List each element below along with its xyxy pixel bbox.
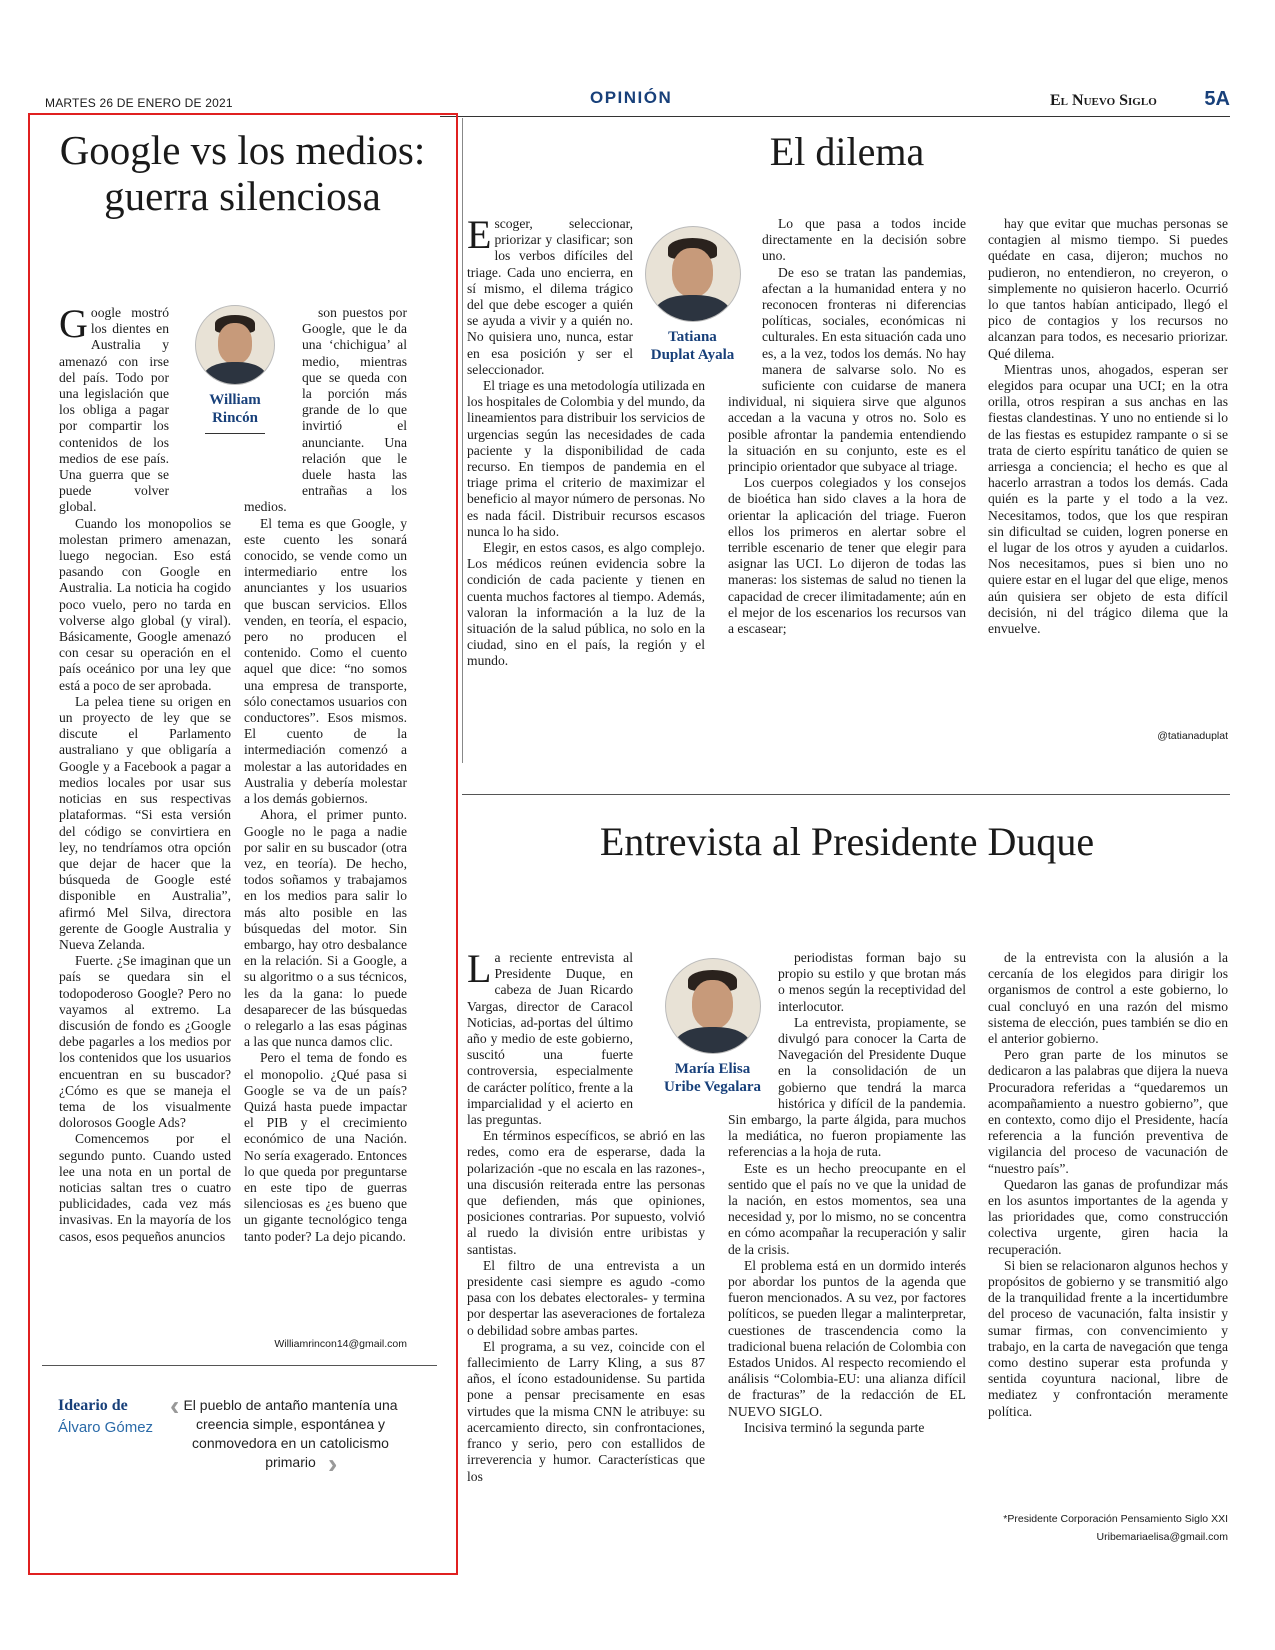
paragraph: son puestos por Google, que le da una ‘chichigua’ al medio, mientras que se queda con la porción más grande de lo que invirtió el anunciante. Una relación que le duele hasta las entrañas a los medios. [244, 305, 407, 515]
ideario-divider [42, 1365, 437, 1366]
author-last-name: Uribe Vegalara [663, 1079, 762, 1095]
paragraph: hay que evitar que muchas personas se contagien al mismo tiempo. Si puedes quédate en casa, dijeron; muchos no pudieron, no entendieron, no creyeron, o simplemente no quisieron hacerlo. Ocurrió lo que tantos habían anticipado, llegó el pico de contagios y los recursos no alcanzan para todos, es necesario priorizar. Qué dilema. [988, 216, 1228, 361]
header-rule [440, 116, 1230, 117]
paragraph: Elegir, en estos casos, es algo complejo. Los médicos reúnen evidencia sobre la condición de cada paciente y tienen en cuenta muchos factores al tiempo. Además, valoran la información a la luz de la situación de la salud pública, no solo en la ciudad, sino en el país, la región y el mundo. [467, 540, 705, 669]
author-email: Uribemariaelisa@gmail.com [1096, 1531, 1228, 1543]
paragraph: Si bien se relacionaron algunos hechos y propósitos de gobierno y se transmitió algo de la tranquilidad frente a la incertidumbre del proceso de vacunación, falta insistir y sumar firmas, con convencimiento y trabajo, en la carta de navegación que tenga como destino superar esta profunda y sentida coyuntura nacional, libre de mediatez y confrontación meramente política. [988, 1257, 1228, 1419]
article-title-google: Google vs los medios: guerra silenciosa [59, 127, 426, 219]
paragraph: Pero gran parte de los minutos se dedicaron a las palabras que dijera la nueva Procuradora referidas a “quedaremos un acompañamiento a nuestro gobierno”, que en contexto, como dijo el Presidente, hacía referencia a la función preventiva de vigilancia del proceso de vacunación de “nuestro país”. [988, 1047, 1228, 1176]
quote-close-icon: › [328, 1448, 338, 1479]
paragraph: La entrevista, propiamente, se divulgó para conocer la Carta de Navegación del Presidente Duque en la consolidación de un gobierno que tendrá la marca histórica y difícil de la pandemia. Sin embargo, la parte álgida, para muchos la mediática, no fueron propiamente las referencias a la hoja de ruta. [728, 1014, 966, 1160]
column-divider [462, 118, 463, 763]
paragraph: Este es un hecho preocupante en el sentido que el país no ve que la unidad de la nación, en estos momentos, sea una necesidad y, por lo mismo, no se concentra en cómo acompañar la recuperación y salir de la crisis. [728, 1160, 966, 1257]
article-title-dilema: El dilema [769, 129, 925, 174]
issue-date: MARTES 26 DE ENERO DE 2021 [45, 96, 233, 110]
ideario-title: Ideario de [58, 1397, 128, 1414]
author-handle: @tatianaduplat [1157, 730, 1228, 742]
paragraph: El tema es que Google, y este cuento les sonará conocido, se vende como un intermediario entre los anunciantes y los usuarios que buscan servicios. Ellos venden, en teoría, el espacio, pero no producen el contenido. Como el cuento aquel que dice: “no somos una empresa de transporte, sólo conectamos usuarios con conductores”. Esos mismos. El cuento de la intermediación comenzó a molestar a las autoridades en Australia y debería molestar a los demás gobiernos. [244, 515, 407, 807]
ideario-author: Álvaro Gómez [58, 1419, 154, 1436]
paragraph: El filtro de una entrevista a un presidente casi siempre es agudo -como pasa con los debates electorales- y termina por despertar las aseveraciones de fortaleza o debilidad sobre ambas partes. [467, 1257, 705, 1338]
paragraph: La pelea tiene su origen en un proyecto de ley que se discute el Parlamento australiano y que obligaría a Google y a Facebook a pagar a medios locales por usar sus noticias en sus respectivas plataformas. “Si esta versión del código se convirtiera en ley, no tendríamos otra opción que dejar de hacer que la búsqueda de Google esté disponible en Australia”, afirmó Mel Silva, directora gerente de Google Australia y Nueva Zelanda. [59, 693, 231, 952]
paragraph: Fuerte. ¿Se imaginan que un país se quedara sin el todopoderoso Google? Pero no vayamos al extremo. La discusión de fondo es ¿Google debe pagarles a los medios por los contenidos que los usuarios encuentran en su buscador? ¿Cómo es que se maneja el tema de los visualmente dolorosos Google Ads? [59, 953, 231, 1131]
article-dilema-col3 [988, 216, 1228, 728]
paragraph: La reciente entrevista al Presidente Duque, en cabeza de Juan Ricardo Vargas, director de Caracol Noticias, ad-portas del último año y medio de este gobierno, suscitó una fuerte controversia, especialmente de carácter político, frente a la imparcialidad y el acierto en las preguntas. [467, 950, 633, 1128]
article-entrevista-col2 [728, 950, 966, 1560]
article-dilema-col2 [728, 216, 966, 756]
paragraph: El problema está en un dormido interés por abordar los puntos de la agenda que fueron mencionados. A su vez, por factores políticos, se pueden llegar a malinterpretar, cuestiones de trascendencia como la tradicional buena relación de Colombia con Estados Unidos. Al respecto recomiendo el análisis “Colombia-EU: una alianza difícil de fracturas” de la redacción de EL NUEVO SIGLO. [728, 1257, 966, 1419]
section-name: OPINIÓN [590, 88, 673, 107]
article-entrevista-col3 [988, 950, 1228, 1510]
masthead: El Nuevo Siglo [1050, 92, 1157, 109]
footnote: *Presidente Corporación Pensamiento Siglo XXI [1003, 1513, 1228, 1525]
article-title-entrevista: Entrevista al Presidente Duque [599, 819, 1095, 864]
paragraph: Mientras unos, ahogados, esperan ser elegidos para ocupar una UCI; en la otra orilla, otros respiran a sus anchas en las fiestas clandestinas. Y uno no entiende si lo de las fiestas es estupidez rampante o si se trata de cierto espíritu tanático de quien se arriesga a conciencia; el hecho es que al hacerlo arrastran a todos los demás. Cada quién es la parte y el todo a la vez. Necesitamos, todos, que los que respiran sin dificultad se cuiden, logren ponerse en el lugar de los otros y ayuden a cuidarlos. Nos necesitamos, pues si bien uno no quiere estar en el lugar del que elige, menos aún quisiera ser objeto de esta difícil decisión, ni del trágico dilema que la envuelve. [988, 361, 1228, 637]
paragraph: Incisiva terminó la segunda parte [744, 1419, 925, 1435]
paragraph: Pero el tema de fondo es el monopolio. ¿Qué pasa si Google se va de un país? Quizá hasta puede impactar el PIB y el crecimiento económico de una Nación. No sería exagerado. Entonces lo que queda por preguntarse en este tipo de guerras silenciosas es ¿es bueno que un gigante tecnológico tenga tanto poder? La dejo picando. [244, 1050, 407, 1244]
article-google-col1 [59, 305, 231, 1385]
ideario-quote: El pueblo de antaño mantenía una creencia simple, espontánea y conmovedora en un catolicismo primario [183, 1397, 398, 1470]
page-number: 5A [1204, 88, 1230, 110]
paragraph: El programa, a su vez, coincide con el fallecimiento de Larry Kling, a sus 87 años, el ícono estadounidense. Su partida pone a pensar precisamente en esas virtudes que la misma CNN le atribuye: su acercamiento directo, sin confrontaciones, franco y serio, pero con estallidos de irreverencia y humor. Características que los [467, 1338, 705, 1484]
paragraph: Escoger, seleccionar, priorizar y clasificar; son los verbos difíciles del triage. Cada uno encierra, en sí mismo, el dilema trágico del que debe escoger a quién se ayuda a vivir y a quién no. No quisiera uno, nunca, estar en esa posición y ser el seleccionador. [467, 216, 633, 377]
author-first-name: María Elisa [674, 1061, 751, 1077]
author-last-name: Duplat Ayala [650, 347, 735, 363]
author-photo [645, 226, 741, 322]
article-google-col2 [244, 305, 407, 1337]
paragraph: periodistas forman bajo su propio su estilo y que brotan más o menos según la receptividad del interlocutor. [778, 950, 966, 1014]
paragraph: Comencemos por el segundo punto. Cuando usted lee una nota en un portal de noticias saltan tres o cuatro publicidades, cada vez más invasivas. En la mayoría de los casos, esos pequeños anuncios [59, 1131, 231, 1244]
quote-open-icon: ‹ [170, 1390, 180, 1421]
paragraph: El triage es una metodología utilizada en los hospitales de Colombia y del mundo, da lineamientos para distribuir los servicios de urgencias según las necesidades de cada paciente y la disponibilidad de cada recurso. En tiempos de pandemia en el triage prima el criterio de maximizar el beneficio al mayor número de personas. No es nada fácil. Distribuir recursos escasos nunca lo ha sido. [467, 378, 705, 539]
paragraph: Cuando los monopolios se molestan primero amenazan, luego negocian. Eso está pasando con Google en Australia. La noticia ha cogido poco vuelo, pero no tarda en volverse algo global (y viral). Básicamente, Google amenazó con cesar su operación en el país oceánico por una ley que está a poco de ser aprobada. [59, 515, 231, 693]
paragraph: de la entrevista con la alusión a la cercanía de los elegidos para dirigir los organismos de control a este gobierno, lo cual concluyó en una razón del mismo sistema de elección, pues también se dio en el anterior gobierno. [988, 950, 1228, 1047]
author-first-name: William [209, 392, 261, 408]
paragraph: De eso se tratan las pandemias, afectan a la humanidad entera y no reconocen fronteras ni diferencias políticas, sociales, económicas ni culturales. En esta situación cada uno es, a la vez, todos los demás. No hay manera de salvarse solo. No es suficiente con cuidarse de manera individual, ni siquiera sirve que algunos accedan a la vacuna y otros no. Solo es posible afrontar la pandemia entendiendo la situación en su conjunto, este es el principio orientador que subyace al triage. [728, 264, 966, 475]
paragraph: Google mostró los dientes en Australia y amenazó con irse del país. Todo por una legislación que los obliga a pagar por compartir los contenidos de los medios de ese país. Una guerra que se puede volver global. [59, 305, 169, 515]
ideario-label [58, 1397, 153, 1436]
author-last-name: Rincón [212, 410, 258, 426]
author-email: Williamrincon14@gmail.com [274, 1338, 407, 1350]
paragraph: Los cuerpos colegiados y los consejos de bioética han sido claves a la hora de orientar la aplicación del triage. Fueron ellos los primeros en alertar sobre el terrible escenario de tener que elegir para asignar las UCI. Lo dijeron de todas las maneras: los sistemas de salud no tienen la capacidad de crecer ilimitadamente; aún en el mejor de los escenarios los recursos van a escasear; [728, 475, 966, 637]
paragraph: En términos específicos, se abrió en las redes, como era de esperarse, dada la polarización -que no escala en las razones-, una discusión reiterada entre las personas que defienden, más que opiniones, posiciones contrarias. Por supuesto, volvió al ruedo la división entre uribistas y santistas. [467, 1128, 705, 1257]
page-header [45, 88, 1230, 114]
paragraph: Quedaron las ganas de profundizar más en los asuntos importantes de la agenda y las prioridades que, como construcción colectiva urgente, giren hacia la recuperación. [988, 1176, 1228, 1257]
paragraph: Lo que pasa a todos incide directamente en la decisión sobre uno. [762, 216, 966, 264]
author-first-name: Tatiana [668, 329, 717, 345]
paragraph: Ahora, el primer punto. Google no le paga a nadie por salir en su buscador (otra vez, en teoría). De hecho, todos soñamos y trabajamos en los medios para salir lo más alto posible en las búsquedas del motor. Sin embargo, hay otro desbalance en la relación. Si a Google, a su algoritmo o a sus técnicos, les da la gana: lo puede desaparecer de las búsquedas o relegarlo a las esas páginas a las que nunca damos clic. [244, 807, 407, 1050]
article-divider [462, 794, 1230, 795]
